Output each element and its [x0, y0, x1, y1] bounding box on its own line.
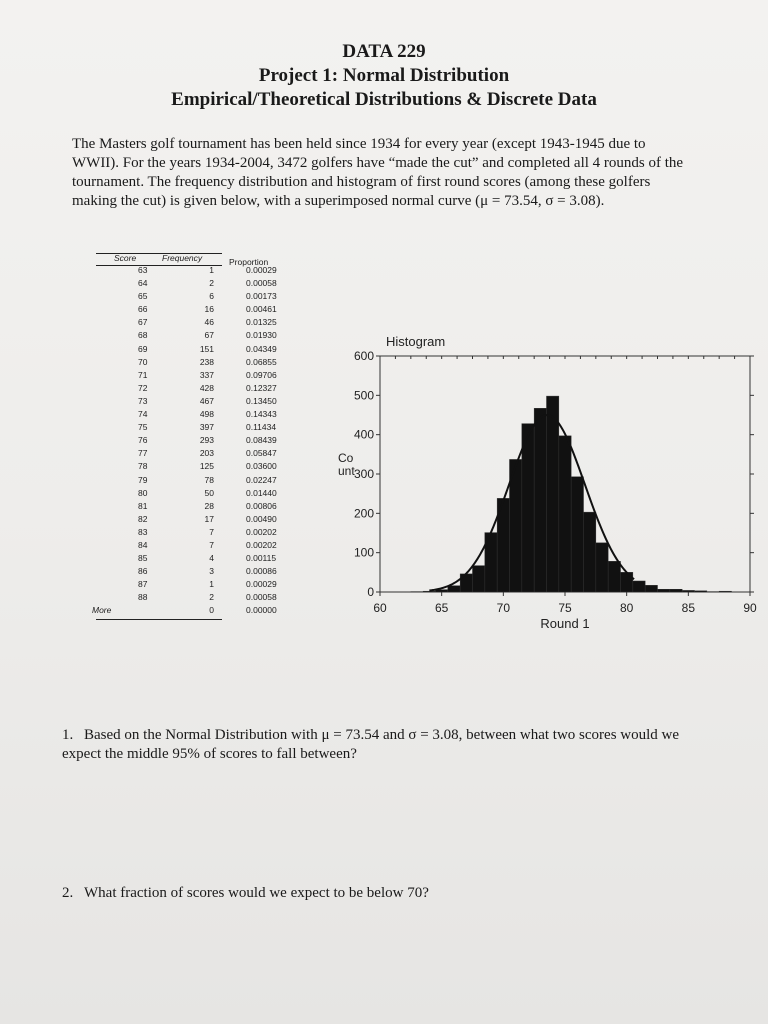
cell-proportion: 0.06855 [246, 356, 277, 367]
table-header [88, 253, 269, 267]
y-tick-label: 600 [353, 349, 374, 363]
y-tick-label: 0 [367, 585, 374, 599]
cell-proportion: 0.12327 [246, 382, 277, 393]
question-1 [62, 726, 682, 764]
histogram-bar [633, 581, 645, 592]
cell-score: 82 [138, 513, 148, 524]
cell-score: 65 [138, 291, 148, 302]
table-row [88, 474, 277, 488]
cell-score: 74 [138, 409, 148, 420]
x-tick-label: 70 [496, 601, 511, 615]
cell-proportion: 0.14343 [246, 409, 277, 420]
y-axis-label-line-2: unt [338, 464, 355, 478]
cell-proportion: 0.11434 [246, 422, 277, 433]
cell-score: More [92, 605, 112, 616]
y-tick-label: 300 [353, 467, 374, 481]
cell-proportion: 0.13450 [246, 395, 277, 406]
histogram-bar [670, 589, 682, 592]
cell-proportion: 0.09706 [246, 369, 277, 380]
table-row [88, 369, 277, 383]
table-row [88, 566, 277, 579]
cell-frequency: 16 [204, 304, 214, 315]
cell-proportion: 0.05847 [246, 448, 277, 459]
histogram-bar [522, 424, 534, 592]
cell-frequency: 28 [204, 500, 214, 511]
header-frequency: Frequency [162, 253, 203, 263]
cell-frequency: 50 [204, 487, 214, 498]
histogram-bar [473, 566, 485, 592]
cell-score: 63 [138, 265, 148, 275]
table-row [88, 592, 277, 605]
x-tick-label: 80 [619, 601, 634, 615]
cell-proportion: 0.00086 [246, 566, 277, 577]
cell-score: 79 [138, 474, 148, 485]
cell-frequency: 2 [209, 592, 214, 603]
cell-score: 88 [138, 592, 148, 603]
y-axis-label-line-1: Co [338, 451, 354, 465]
cell-frequency: 2 [209, 278, 214, 289]
question-2 [62, 884, 682, 903]
cell-score: 64 [138, 278, 148, 289]
intro-paragraph: The Masters golf tournament has been held since 1934 for every year (except 1943-1945 due to WWII). For the years 1934-2004, 3472 golfers have “made the cut” and completed all 4 rounds of the tournament. The frequency distribution and histogram of first round scores (among these golfers making the cut) is given below, with a superimposed normal curve (μ = 73.54, σ = 3.08). [72, 136, 684, 209]
cell-proportion: 0.03600 [246, 461, 277, 472]
project-subtitle: Empirical/Theoretical Distributions & Discrete Data [171, 89, 597, 110]
histogram-chart [330, 330, 768, 650]
histogram-svg [330, 330, 768, 650]
cell-score: 80 [138, 487, 148, 498]
histogram-bar [719, 591, 731, 592]
table-row [88, 395, 277, 409]
table-row [88, 526, 277, 540]
cell-frequency: 498 [199, 409, 214, 420]
cell-proportion: 0.04349 [246, 343, 277, 354]
histogram-bar [682, 590, 694, 592]
table-row [88, 435, 277, 448]
table-bottom-rule [96, 619, 222, 620]
histogram-bar [658, 589, 670, 592]
histogram-bar [534, 408, 546, 592]
cell-score: 85 [138, 553, 148, 564]
x-axis-label: Round 1 [540, 616, 590, 631]
table-row [88, 605, 277, 618]
cell-proportion: 0.01440 [246, 487, 277, 498]
cell-score: 71 [138, 369, 148, 380]
question-1-number: 1. [62, 727, 74, 743]
cell-frequency: 125 [199, 461, 214, 472]
histogram-bar [448, 586, 460, 592]
x-tick-label: 85 [681, 601, 696, 615]
cell-frequency: 46 [204, 317, 214, 328]
table-row [88, 382, 277, 396]
table-row [88, 513, 277, 527]
cell-frequency: 1 [209, 265, 214, 275]
cell-frequency: 7 [209, 539, 214, 550]
histogram-bar [695, 591, 707, 592]
question-1-text: Based on the Normal Distribution with μ = 73.54 and σ = 3.08, between what two scores would we expect the middle 95% of scores to fall between? [62, 727, 680, 762]
table-row [88, 448, 277, 461]
cell-score: 81 [138, 500, 148, 511]
header-score: Score [114, 253, 137, 263]
histogram-bar [547, 396, 559, 592]
title-block [0, 40, 768, 112]
y-tick-label: 200 [353, 506, 374, 521]
course-title: DATA 229 [342, 41, 426, 62]
cell-proportion: 0.00202 [246, 539, 277, 550]
table-row [88, 461, 277, 474]
chart-title: Histogram [386, 334, 446, 349]
table-row [88, 539, 277, 553]
y-tick-label: 100 [353, 545, 374, 560]
cell-frequency: 1 [209, 579, 214, 590]
cell-score: 83 [138, 526, 148, 537]
cell-proportion: 0.00058 [246, 278, 277, 289]
cell-proportion: 0.00202 [246, 526, 277, 537]
cell-score: 67 [138, 317, 148, 328]
cell-proportion: 0.01930 [246, 330, 277, 341]
cell-frequency: 151 [199, 343, 214, 354]
table-row [88, 579, 277, 592]
table-row [88, 278, 277, 291]
table-row [88, 317, 277, 330]
cell-proportion: 0.08439 [246, 435, 277, 446]
frequency-table [88, 253, 277, 620]
question-2-text: What fraction of scores would we expect to be below 70? [84, 885, 429, 901]
table-row [88, 304, 277, 317]
table-row [88, 356, 277, 370]
table-row [88, 265, 277, 278]
table-row [88, 291, 277, 304]
x-tick-label: 75 [558, 601, 572, 615]
question-2-number: 2. [62, 885, 74, 901]
cell-proportion: 0.00029 [246, 265, 277, 275]
table-row [88, 422, 277, 435]
cell-frequency: 203 [199, 448, 214, 459]
cell-score: 78 [138, 461, 148, 472]
cell-proportion: 0.00029 [246, 579, 277, 590]
cell-score: 69 [138, 343, 148, 354]
cell-frequency: 293 [199, 435, 214, 446]
y-tick-label: 400 [353, 427, 374, 442]
cell-score: 66 [138, 304, 148, 315]
table-row [88, 343, 277, 357]
table-row [88, 553, 277, 566]
histogram-bar [584, 512, 596, 592]
y-tick-label: 500 [353, 388, 374, 403]
cell-score: 72 [138, 382, 148, 393]
cell-proportion: 0.00461 [246, 304, 277, 315]
cell-frequency: 337 [199, 369, 214, 380]
x-tick-label: 60 [373, 601, 387, 615]
cell-proportion: 0.01325 [246, 317, 277, 328]
cell-proportion: 0.00058 [246, 592, 277, 603]
cell-frequency: 467 [199, 395, 214, 406]
histogram-bar [423, 591, 435, 592]
project-title: Project 1: Normal Distribution [258, 65, 510, 86]
cell-frequency: 4 [209, 553, 214, 564]
cell-score: 84 [138, 539, 148, 550]
cell-frequency: 397 [199, 422, 214, 433]
table-body [88, 265, 277, 620]
x-tick-label: 90 [743, 601, 757, 615]
histogram-bar [596, 543, 608, 592]
cell-score: 86 [138, 566, 148, 577]
cell-frequency: 78 [204, 474, 214, 485]
cell-frequency: 17 [204, 513, 214, 524]
cell-frequency: 67 [204, 330, 214, 341]
header-proportion: Proportion [229, 257, 269, 267]
cell-proportion: 0.00000 [246, 605, 277, 616]
cell-score: 73 [138, 395, 148, 406]
cell-frequency: 7 [209, 526, 214, 537]
cell-frequency: 0 [209, 605, 214, 616]
cell-proportion: 0.02247 [246, 474, 277, 485]
histogram-bar [608, 561, 620, 592]
table-row [88, 500, 277, 514]
cell-proportion: 0.00490 [246, 513, 277, 524]
cell-score: 68 [138, 330, 148, 341]
cell-score: 77 [138, 448, 148, 459]
cell-frequency: 238 [199, 356, 214, 367]
cell-proportion: 0.00806 [246, 500, 277, 511]
cell-score: 87 [138, 579, 148, 590]
cell-frequency: 6 [209, 291, 214, 302]
table-row [88, 487, 277, 501]
cell-frequency: 428 [199, 382, 214, 393]
cell-score: 76 [138, 435, 148, 446]
cell-frequency: 3 [209, 566, 214, 577]
cell-score: 70 [138, 356, 148, 367]
table-row [88, 409, 277, 422]
table-row [88, 330, 277, 343]
histogram-bar [621, 572, 633, 592]
histogram-bar [645, 585, 657, 592]
histogram-bar [559, 436, 571, 592]
cell-proportion: 0.00115 [246, 553, 277, 564]
x-tick-label: 65 [434, 601, 449, 615]
cell-proportion: 0.00173 [246, 291, 277, 302]
cell-score: 75 [138, 422, 148, 433]
histogram-bar [571, 477, 583, 592]
